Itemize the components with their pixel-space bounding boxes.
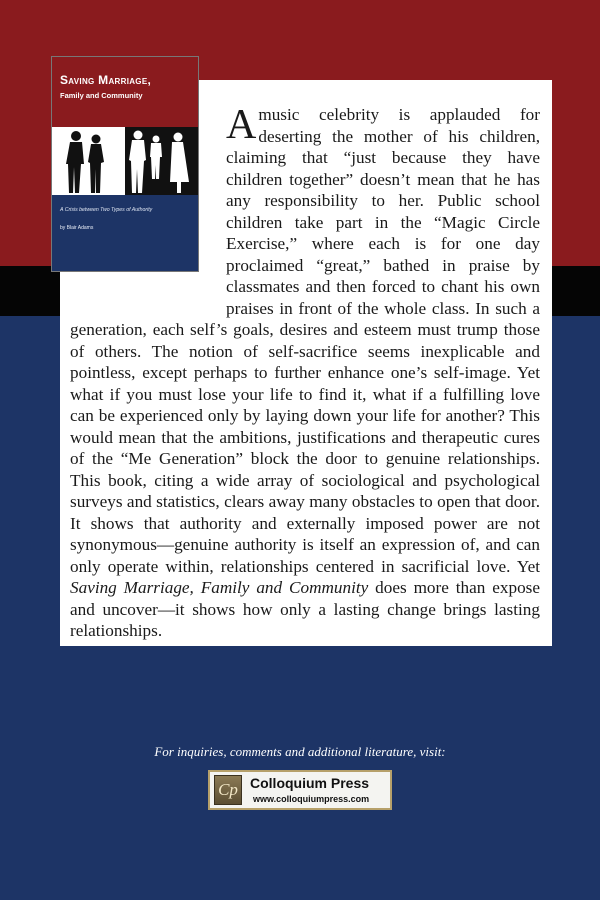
blurb-part-1: music celebrity is applauded for deserting the mother of his children, claiming that “just because they have children together” doesn’t mean that he has any responsibility to her. Public school children take part in the “Magic Circle Exercise,” where each is for one day proclaimed “great,” bathed in praise by classmates and then forced to chant his own praises in front of the whole class. In such a generation, each self’s goals, desires and esteem must trump those of others. The notion of self-sacrifice seems inexplicable and pointless, except perhaps to further enhance one’s self-image. Yet what if you must lose your life to find it, what if a fulfilling love can be experienced only by laying down your life for another? This would mean that the ambitions, justifications and therapeutic cures of the “Me Generation” block the door to genuine relationships. This book, citing a wide array of sociological and psychological surveys and statistics, clears away many obstacles to open that door. It shows that authority and externally imposed power are not synonymous—genuine authority is itself an expression of, and can only operate within, relationships centered in sacrificial love. Yet <box>70 105 540 576</box>
cover-title-area <box>52 57 198 127</box>
cover-blue-area <box>52 195 198 271</box>
cover-title: Saving Marriage, <box>60 73 152 87</box>
drop-cap: A <box>226 102 257 148</box>
publisher-badge <box>208 770 392 810</box>
blurb-book-title: Saving Marriage, Family and Community <box>70 578 369 597</box>
book-cover-thumbnail <box>51 56 199 272</box>
cover-author: by Blair Adams <box>60 225 94 231</box>
inquiry-note: For inquiries, comments and additional literature, visit: <box>154 744 446 759</box>
silhouettes-image <box>52 127 198 195</box>
blurb-part-2: does more than expose and uncover—it shows how only a lasting change brings lasting relationships. <box>70 578 540 640</box>
cover-tagline: A Crisis between Two Types of Authority <box>60 207 153 213</box>
publisher-name: Colloquium Press <box>250 775 370 791</box>
cover-subtitle: Family and Community <box>60 91 143 100</box>
publisher-logo-icon: Cp <box>214 775 242 805</box>
publisher-url: www.colloquiumpress.com <box>253 794 370 804</box>
